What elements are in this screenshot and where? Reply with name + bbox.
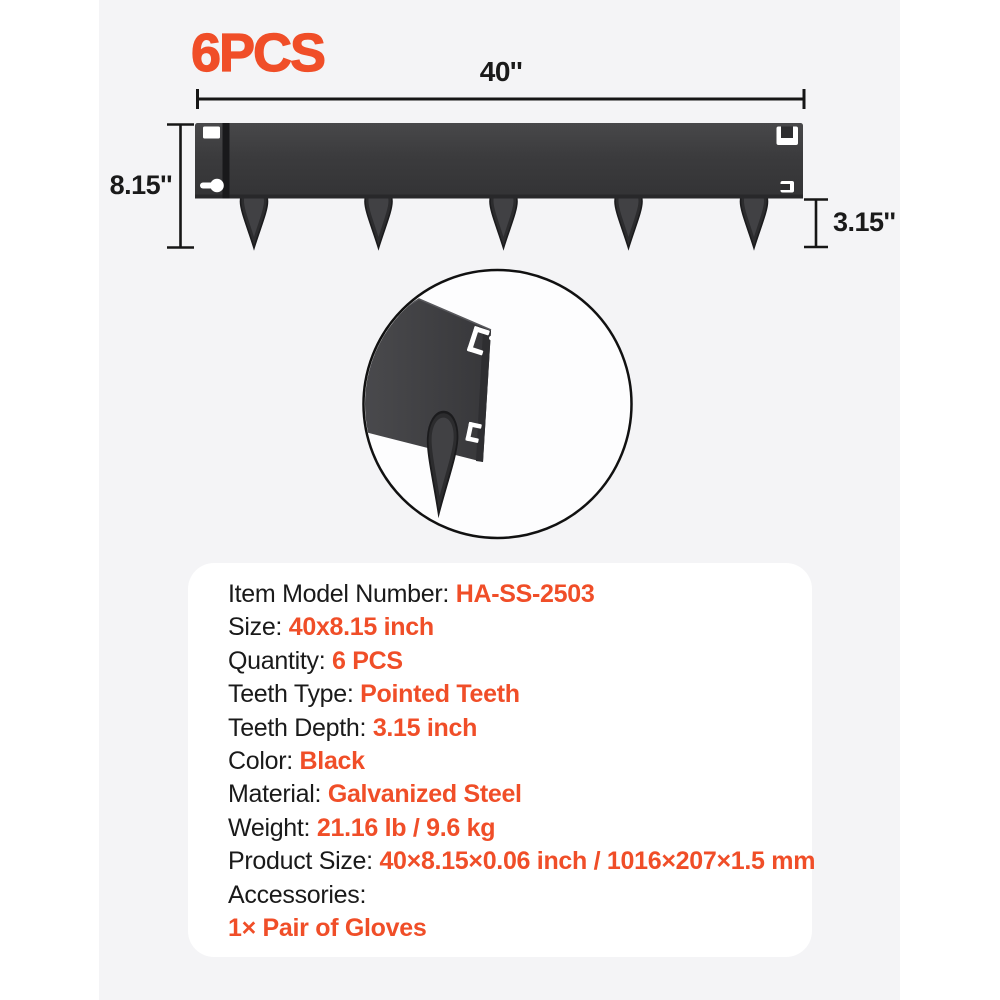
height-dimension-line [167, 125, 194, 248]
spec-value: 1× Pair of Gloves [228, 914, 427, 943]
spec-value: 40x8.15 inch [288, 613, 434, 642]
teeth-depth-dimension-line [804, 200, 828, 248]
spec-value: 40×8.15×0.06 inch / 1016×207×1.5 mm [379, 847, 816, 876]
spec-value: 3.15 inch [372, 713, 478, 742]
spec-row-weight [228, 812, 782, 845]
length-dimension-label: 40'' [479, 56, 523, 87]
spec-row-teeth-type [228, 678, 782, 711]
spec-value: HA-SS-2503 [455, 580, 595, 608]
teeth-depth-dimension-label: 3.15'' [833, 207, 896, 237]
spec-label: Weight: [228, 813, 317, 842]
length-dimension-line [198, 89, 805, 109]
spec-label: Size: [228, 613, 289, 642]
spec-label: Teeth Depth: [228, 713, 373, 742]
bar-body [195, 123, 803, 199]
spec-row-color [228, 745, 782, 778]
thickness-inset-circle [361, 270, 632, 538]
spec-row-accessories [228, 879, 782, 912]
bar-bottom-edge [195, 195, 803, 199]
edging-bar [195, 123, 803, 199]
spec-label: Teeth Type: [228, 680, 361, 709]
spec-row-teeth-depth [228, 712, 782, 745]
right-hook-cutout [777, 127, 799, 146]
spec-value: Black [299, 747, 365, 776]
spec-label: Product Size: [228, 847, 380, 876]
spec-label: Accessories: [228, 880, 367, 909]
quantity-heading: 6PCS [191, 23, 325, 83]
right-slot-cutout [781, 181, 795, 193]
spec-label: Material: [228, 780, 328, 809]
spec-card [188, 563, 816, 957]
spec-row-gloves [228, 912, 782, 945]
spec-label: Color: [228, 747, 300, 776]
spec-value: Galvanized Steel [327, 780, 522, 809]
spec-row-size [228, 611, 782, 644]
spec-value: 21.16 lb / 9.6 kg [316, 813, 496, 842]
spec-value: Pointed Teeth [360, 680, 520, 709]
height-dimension-label: 8.15'' [109, 170, 172, 200]
spec-row-product-size [228, 845, 816, 878]
spec-label: Item Model Number: [228, 580, 456, 608]
spec-label: Quantity: [228, 646, 332, 675]
spec-value: 6 PCS [332, 646, 403, 675]
left-slot-cutout [203, 127, 220, 139]
spec-row-material [228, 778, 782, 811]
spec-row-quantity [228, 645, 782, 678]
spec-row-model [228, 578, 782, 611]
